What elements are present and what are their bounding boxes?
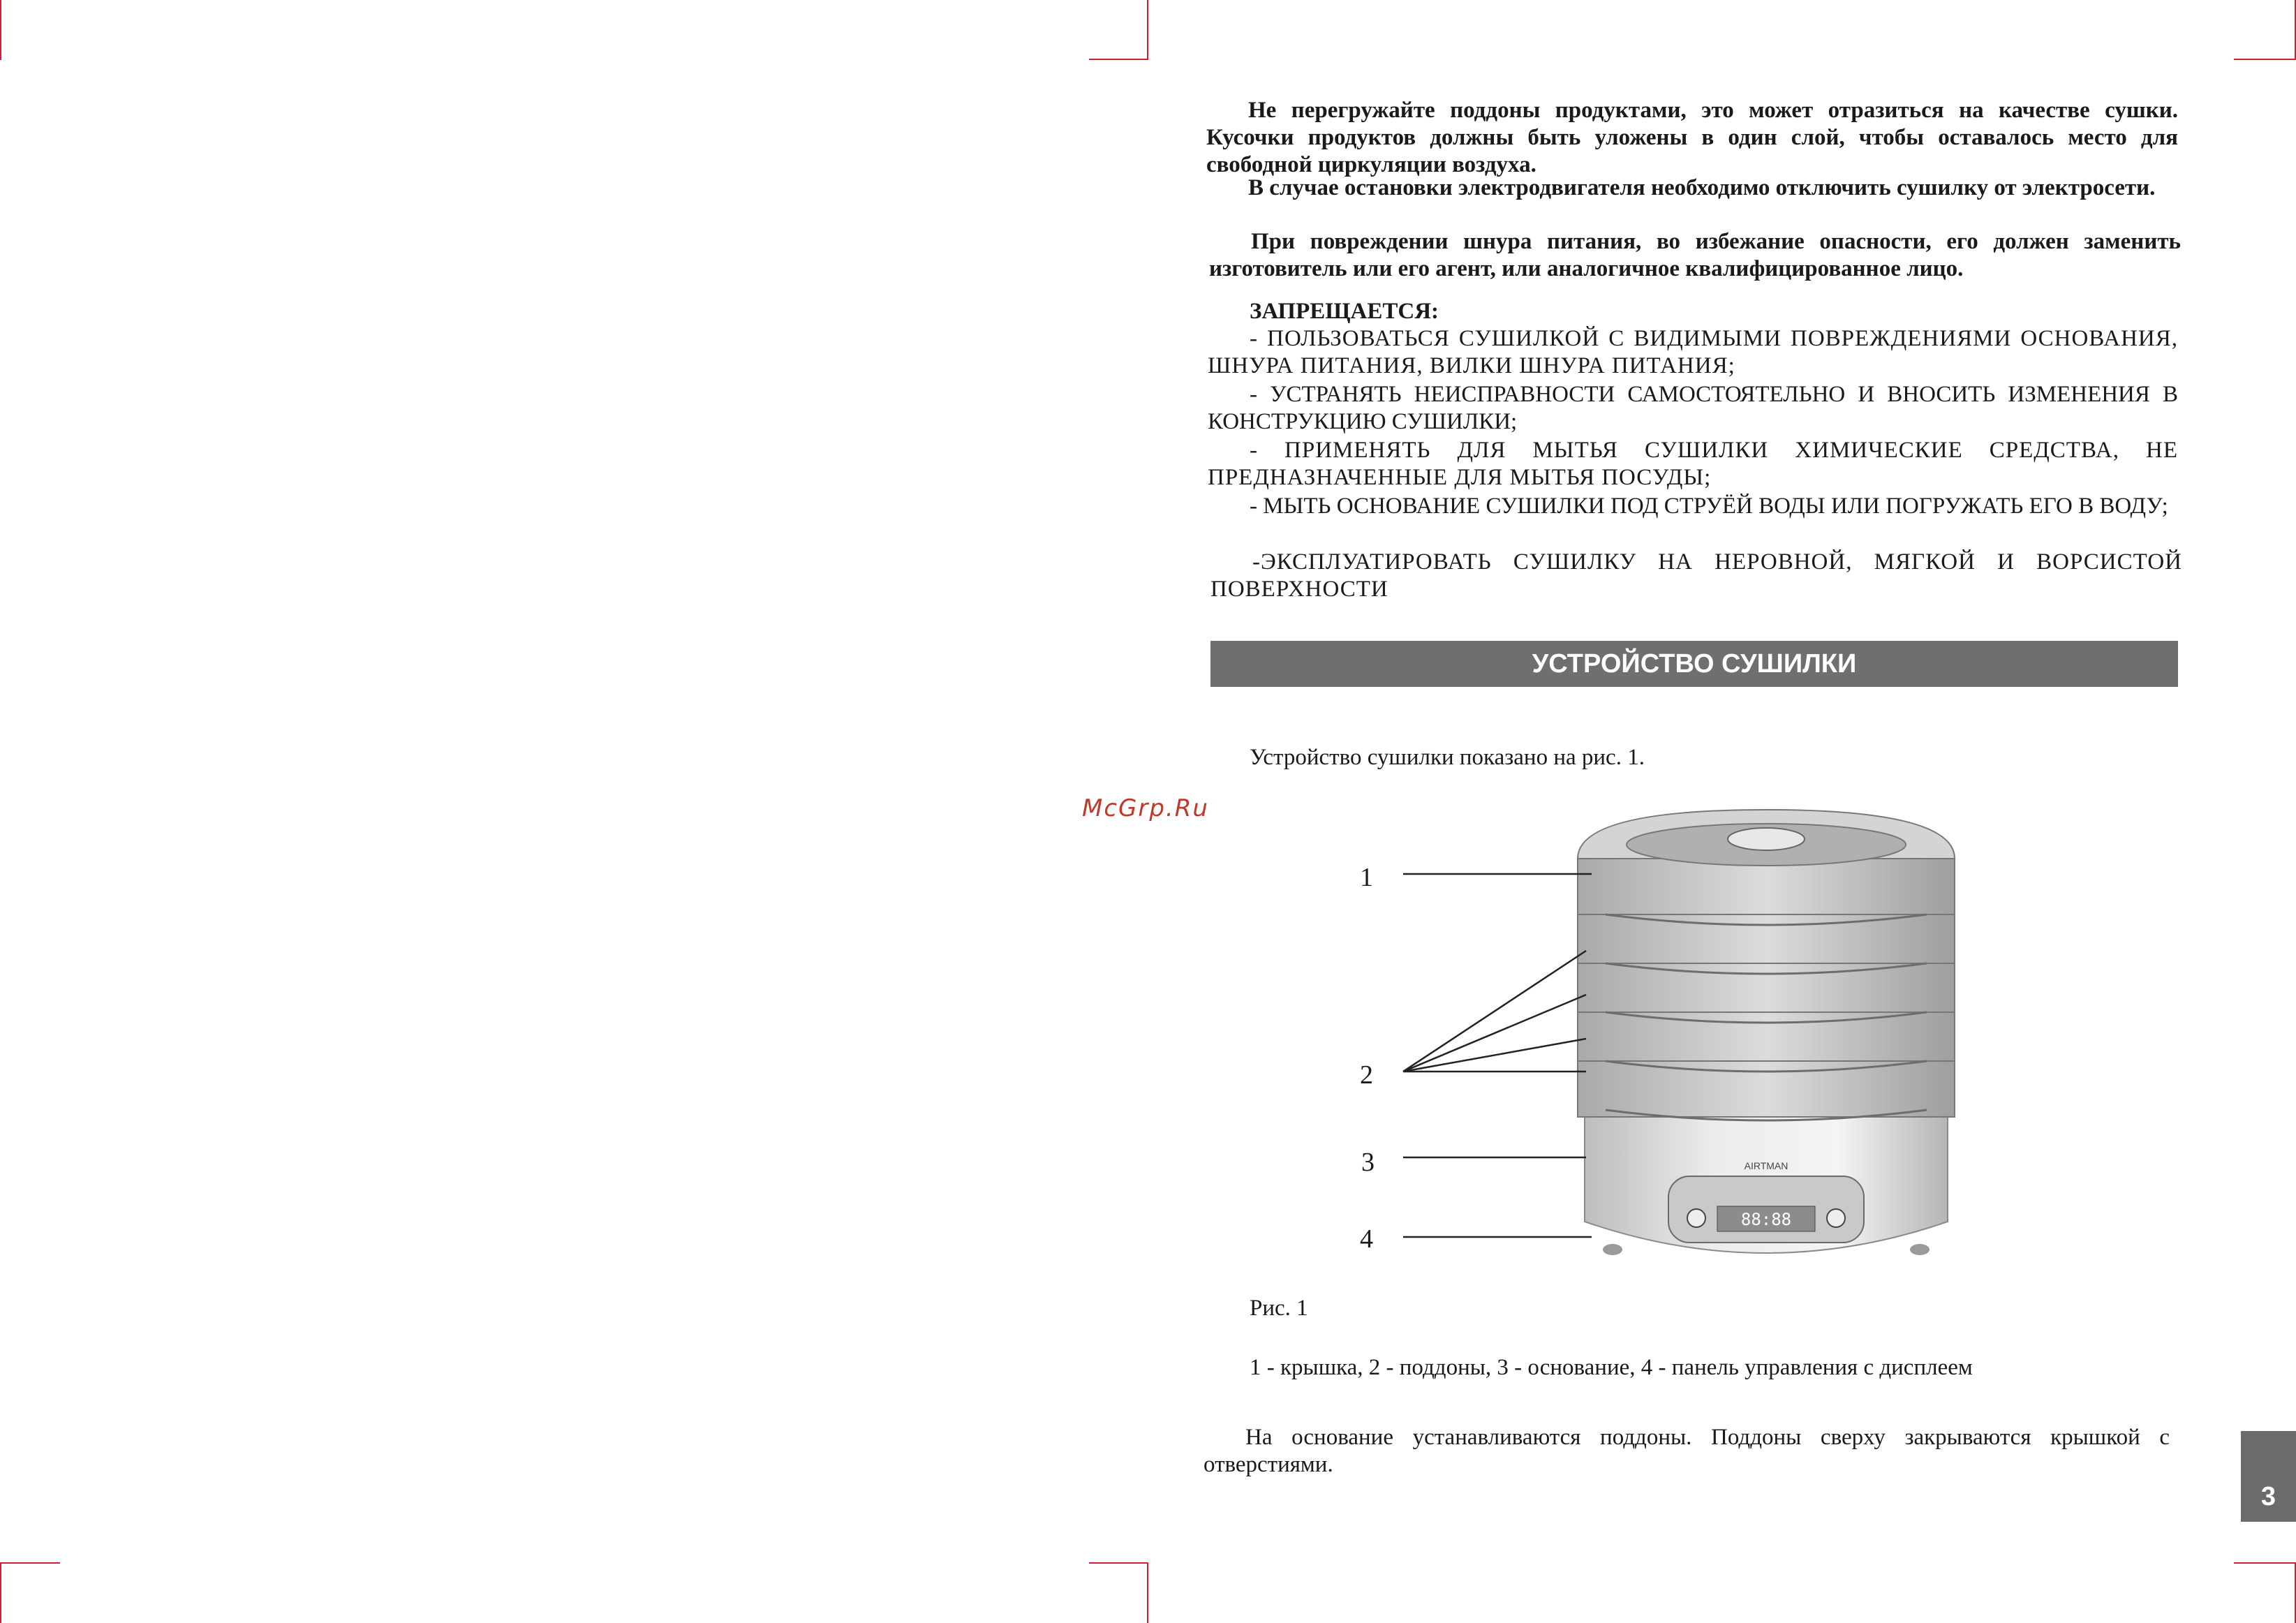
crop-mark	[1147, 0, 1148, 60]
label-2-trays: 2	[1360, 1060, 1373, 1090]
warning-overload: Не перегружайте поддоны продуктами, это может отразиться на качестве сушки. Кусочки продуктов должны быть уложены в один слой, чтобы оставалось место для свободной циркуляции воздуха.	[1206, 98, 2178, 177]
section-title-banner: УСТРОЙСТВО СУШИЛКИ	[1210, 641, 2178, 687]
crop-mark	[0, 1562, 1, 1623]
prohibited-item: - ПРИМЕНЯТЬ ДЛЯ МЫТЬЯ СУШИЛКИ ХИМИЧЕСКИЕ СРЕДСТВА, НЕ ПРЕДНАЗНАЧЕННЫЕ ДЛЯ МЫТЬЯ ПОСУДЫ;	[1208, 438, 2178, 490]
crop-mark	[0, 59, 1, 60]
page-tab	[2241, 1431, 2296, 1522]
page-number: 3	[2260, 1482, 2276, 1511]
crop-mark	[1147, 1562, 1148, 1623]
dehydrator-illustration	[1564, 803, 1969, 1284]
warning-motor-stop: В случае остановки электродвигателя необходимо отключить сушилку от электросети.	[1248, 175, 2156, 200]
crop-mark	[0, 0, 1, 60]
prohibited-item: - ПОЛЬЗОВАТЬСЯ СУШИЛКОЙ С ВИДИМЫМИ ПОВРЕЖДЕНИЯМИ ОСНОВАНИЯ, ШНУРА ПИТАНИЯ, ВИЛКИ ШНУРА ПИТАНИЯ;	[1208, 326, 2178, 378]
warning-cord-damage: При повреждении шнура питания, во избежание опасности, его должен заменить изготовитель или его агент, или аналогичное квалифицированное лицо.	[1209, 229, 2181, 281]
crop-mark	[1089, 59, 1147, 60]
figure-legend: 1 - крышка, 2 - поддоны, 3 - основание, 4 - панель управления с дисплеем	[1250, 1355, 1973, 1380]
closing-paragraph: На основание устанавливаются поддоны. Поддоны сверху закрываются крышкой с отверстиями.	[1203, 1425, 2170, 1477]
display-readout: 88:88	[1740, 1210, 1792, 1229]
prohibited-item: - УСТРАНЯТЬ НЕИСПРАВНОСТИ САМОСТОЯТЕЛЬНО И ВНОСИТЬ ИЗМЕНЕНИЯ В КОНСТРУКЦИЮ СУШИЛКИ;	[1208, 382, 2178, 434]
crop-mark	[2234, 59, 2296, 60]
label-3-base: 3	[1361, 1148, 1375, 1177]
prohibited-item: - МЫТЬ ОСНОВАНИЕ СУШИЛКИ ПОД СТРУЁЙ ВОДЫ ИЛИ ПОГРУЖАТЬ ЕГО В ВОДУ;	[1250, 494, 2168, 519]
label-4-control-panel: 4	[1360, 1224, 1373, 1254]
figure-leader-lines	[1389, 859, 1599, 1250]
figure-intro: Устройство сушилки показано на рис. 1.	[1250, 745, 1645, 770]
crop-mark	[1089, 1562, 1147, 1564]
watermark: McGrp.Ru	[1082, 794, 1209, 822]
brand-label: AIRTMAN	[1744, 1160, 1788, 1171]
crop-mark	[0, 1562, 60, 1564]
figure-caption: Рис. 1	[1250, 1296, 1308, 1321]
label-1-lid: 1	[1360, 863, 1373, 892]
prohibited-heading: ЗАПРЕЩАЕТСЯ:	[1250, 299, 1439, 324]
crop-mark	[2234, 1562, 2296, 1564]
prohibited-item: -ЭКСПЛУАТИРОВАТЬ СУШИЛКУ НА НЕРОВНОЙ, МЯГКОЙ И ВОРСИСТОЙ ПОВЕРХНОСТИ	[1210, 549, 2182, 602]
